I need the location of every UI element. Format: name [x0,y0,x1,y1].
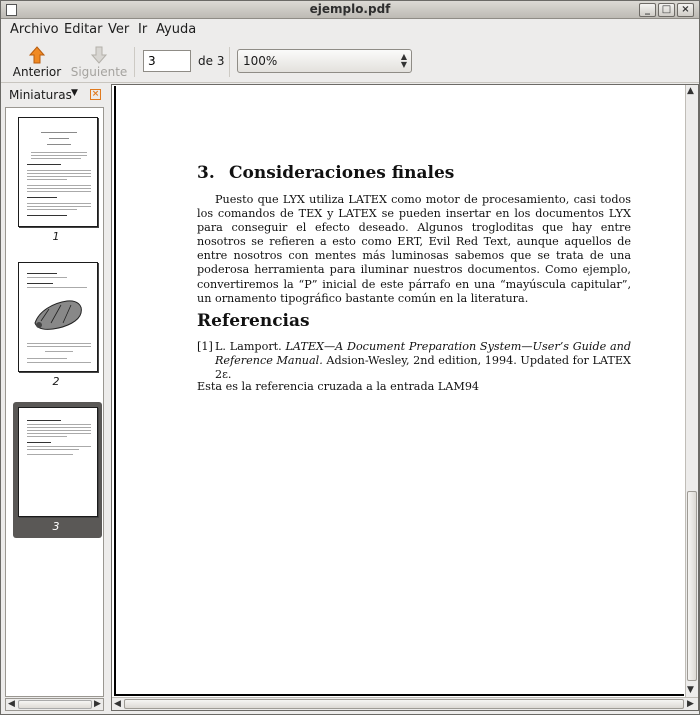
zoom-select[interactable] [237,49,412,73]
chevron-down-icon[interactable]: ▼ [71,88,78,98]
page-number-input[interactable] [143,50,191,72]
sidebar-header [3,84,106,106]
maximize-icon: □ [661,4,672,15]
menu-ir[interactable]: Ir [138,22,148,37]
menu-ayuda[interactable]: Ayuda [156,22,197,37]
window-title: ejemplo.pdf [309,2,391,16]
previous-page-button[interactable] [9,43,65,81]
scroll-left-icon[interactable]: ◀ [114,699,121,709]
title-bar[interactable] [1,1,699,19]
reference-title: LATEX—A Document Preparation System—User’s Guide and Reference Manual. [215,340,632,368]
vertical-scrollbar-thumb[interactable] [687,491,697,681]
thumbnail-page-1[interactable] [18,117,98,227]
references-heading: Referencias [197,311,310,331]
illustration-thumbnail-image [31,293,87,337]
spin-arrows-icon: ▲ ▼ [400,52,407,69]
thumbnail-sidebar [3,84,106,711]
horizontal-scrollbar-thumb[interactable] [124,699,684,709]
reference-publisher: Adsion-Wesley, 2nd edition, 1994. Updated for LATEX 2ε. [215,354,631,382]
minimize-icon: _ [645,4,650,15]
page-count-label: de 3 [198,54,225,68]
sidebar-title[interactable]: Miniaturas [9,88,72,102]
toolbar-separator [134,47,135,77]
scroll-right-icon[interactable]: ▶ [687,699,694,709]
vertical-scrollbar[interactable] [685,85,698,697]
next-page-button[interactable] [69,43,129,81]
section-title: Consideraciones finales [229,163,455,183]
toolbar [1,41,699,83]
menu-ver[interactable]: Ver [108,22,130,37]
close-sidebar-icon[interactable]: × [91,89,100,99]
thumbnail-page-2[interactable] [18,262,98,372]
menu-editar[interactable]: Editar [64,22,103,37]
thumbnail-label-1: 1 [52,230,60,243]
scroll-down-icon[interactable]: ▼ [687,685,694,695]
menu-bar [1,20,699,40]
arrow-down-icon [91,46,107,64]
close-icon: × [681,4,690,15]
thumbnail-list[interactable] [5,107,104,697]
scroll-right-icon[interactable]: ▶ [94,699,101,709]
close-button[interactable] [677,3,694,17]
sidebar-horizontal-scrollbar[interactable] [5,698,104,711]
menu-archivo[interactable]: Archivo [10,22,59,37]
cross-reference-text: Esta es la referencia cruzada a la entrada LAM94 [197,380,480,393]
reference-tag: [1] [197,340,213,353]
pdf-page [114,86,684,696]
scrollbar-thumb[interactable] [18,700,92,709]
minimize-button[interactable] [639,3,656,17]
scroll-left-icon[interactable]: ◀ [8,699,15,709]
section-heading [197,163,454,183]
thumbnail-label-3: 3 [52,520,60,533]
thumbnail-label-2: 2 [52,375,60,388]
toolbar-separator [229,47,230,77]
zoom-value: 100% [243,54,278,68]
document-view[interactable] [111,84,699,711]
previous-label: Anterior [12,65,62,79]
arrow-up-icon [29,46,45,64]
body-paragraph: Puesto que LYX utiliza LATEX como motor de procesamiento, casi todos los comandos de TEX y LATEX se pueden insertar en los documentos LYX para conseguir el efecto deseado. Algunos trogloditas que hay entre nosotros se refieren a esto como ERT, Evil Red Text, aunque aquellos de entre nosotros con mentes más luminosas sabemos que se trata de una poderosa herramienta para iluminar nuestros documentos. Como ejemplo, convertiremos la “P” inicial de este párrafo en una “mayúscula capitular”, un ornamento tipográfico bastante común en la literatura. [197,193,631,305]
scroll-up-icon[interactable]: ▲ [687,86,694,96]
next-label: Siguiente [70,65,128,79]
maximize-button[interactable] [658,3,675,17]
section-number: 3. [197,163,215,183]
horizontal-scrollbar[interactable] [112,697,698,710]
thumbnail-page-3[interactable] [18,407,98,517]
reference-author: L. Lamport. [215,340,282,353]
reference-entry [197,340,631,382]
